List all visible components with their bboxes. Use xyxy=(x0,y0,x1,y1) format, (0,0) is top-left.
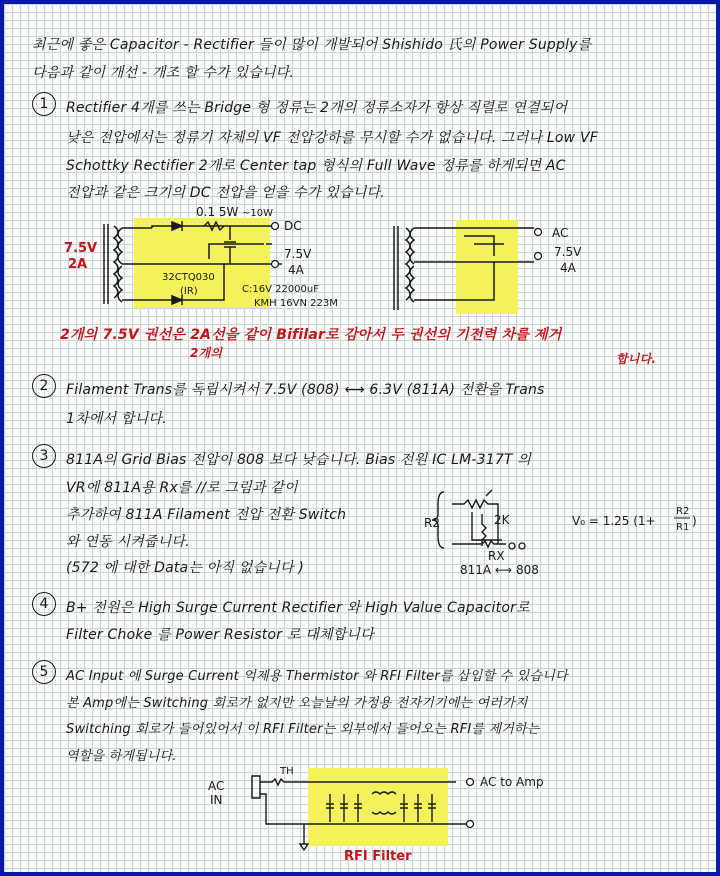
red-note-insert: 2개의 xyxy=(190,346,223,360)
red-note-line: 2개의 7.5V 권선은 2A선을 같이 Bifilar로 감아서 두 권선의 기전력 차를 제거 xyxy=(60,327,562,343)
capacitor-model-label: KMH 16VN 223M xyxy=(254,298,338,309)
formula-prefix: V₀ = 1.25 (1+ xyxy=(572,514,656,528)
item-3-line-5: (572 에 대한 Data는 아직 없습니다 ) xyxy=(66,560,305,576)
item-5-line-3: Switching 회로가 들어있어서 이 RFI Filter는 외부에서 들어오는 RFI를 제거하는 xyxy=(66,722,540,737)
item-1-line-1: Rectifier 4개를 쓰는 Bridge 형 정류는 2개의 정류소자가 항상 직렬로 연결되어 xyxy=(66,100,568,116)
input-current-label: 2A xyxy=(68,257,88,272)
item-5-line-2: 본 Amp에는 Switching 회로가 없지만 오늘날의 가정용 전자기기에는 여러가지 xyxy=(66,696,528,711)
item-3-line-1: 811A의 Grid Bias 전압이 808 보다 낮습니다. Bias 전원 IC LM-317T 의 xyxy=(66,452,532,468)
item-3-number: 3 xyxy=(32,444,56,468)
input-voltage-label: 7.5V xyxy=(64,241,98,256)
item-3-line-3: 추가하여 811A Filament 전압 전환 Switch xyxy=(66,507,347,523)
bifilar-ac-label: AC xyxy=(552,226,569,240)
formula-denominator: R1 xyxy=(676,522,690,533)
item-3-line-4: 와 연동 시켜줍니다. xyxy=(66,534,190,550)
thermistor-label: TH xyxy=(280,766,294,777)
item-4-number: 4 xyxy=(32,592,56,616)
output-voltage-label: 7.5V xyxy=(284,247,312,261)
diagram4-highlight xyxy=(308,768,448,846)
rfi-filter-label: RFI Filter xyxy=(344,849,412,864)
output-current-label: 4A xyxy=(288,263,304,277)
rectifier-diagram xyxy=(4,4,716,872)
pot-value-label: 2K xyxy=(494,513,510,527)
ac-in-label-2: IN xyxy=(210,793,223,807)
bifilar-current-label: 4A xyxy=(560,261,576,275)
item-1-line-2: 낮은 전압에서는 정류기 자체의 VF 전압강하를 무시할 수가 없습니다. 그러나 Low VF xyxy=(66,130,598,146)
item-2-line-1: Filament Trans를 독립시켜서 7.5V (808) ⟷ 6.3V (811A) 전환을 Trans xyxy=(66,382,545,398)
resistor-label: 0.1 5W xyxy=(196,205,239,219)
resistor-note: ~10W xyxy=(242,208,273,219)
item-1-line-3: Schottky Rectifier 2개로 Center tap 형식의 Full Wave 정류를 하게되면 AC xyxy=(66,158,566,174)
red-note-end: 합니다. xyxy=(616,352,657,366)
item-5-line-1: AC Input 에 Surge Current 억제용 Thermistor 와 RFI Filter를 삽입할 수 있습니다 xyxy=(66,669,568,684)
intro-line-2: 다음과 같이 개선 - 개조 할 수가 있습니다. xyxy=(32,65,295,81)
diode-maker-label: (IR) xyxy=(180,286,198,297)
output-dc-label: DC xyxy=(284,219,302,233)
note-page xyxy=(4,4,716,872)
item-1-line-4: 전압과 같은 크기의 DC 전압을 얻을 수가 있습니다. xyxy=(66,185,385,201)
item-2-number: 2 xyxy=(32,374,56,398)
capacitor-spec-label: C:16V 22000uF xyxy=(242,284,319,295)
intro-line-1: 최근에 좋은 Capacitor - Rectifier 들이 많이 개발되어 Shishido 氏의 Power Supply를 xyxy=(32,37,592,53)
item-5-number: 5 xyxy=(32,660,56,684)
ac-in-label: AC xyxy=(208,779,225,793)
diode-part-label: 32CTQ030 xyxy=(162,272,215,283)
bifilar-voltage-label: 7.5V xyxy=(554,245,582,259)
rx-label: RX xyxy=(488,549,505,563)
item-1-number: 1 xyxy=(32,92,56,116)
switch-label: 811A ⟷ 808 xyxy=(460,563,539,577)
item-4-line-2: Filter Choke 를 Power Resistor 로 대체합니다 xyxy=(66,627,374,643)
formula-suffix: ) xyxy=(692,514,697,528)
formula-numerator: R2 xyxy=(676,506,690,517)
item-4-line-1: B+ 전원은 High Surge Current Rectifier 와 High Value Capacitor로 xyxy=(66,600,530,616)
r2-label: R2 xyxy=(424,516,440,530)
item-5-line-4: 역할을 하게됩니다. xyxy=(66,749,177,764)
item-3-line-2: VR에 811A용 Rx를 //로 그림과 같이 xyxy=(66,480,298,496)
ac-to-amp-label: AC to Amp xyxy=(480,775,544,789)
item-2-line-2: 1차에서 합니다. xyxy=(66,411,167,427)
